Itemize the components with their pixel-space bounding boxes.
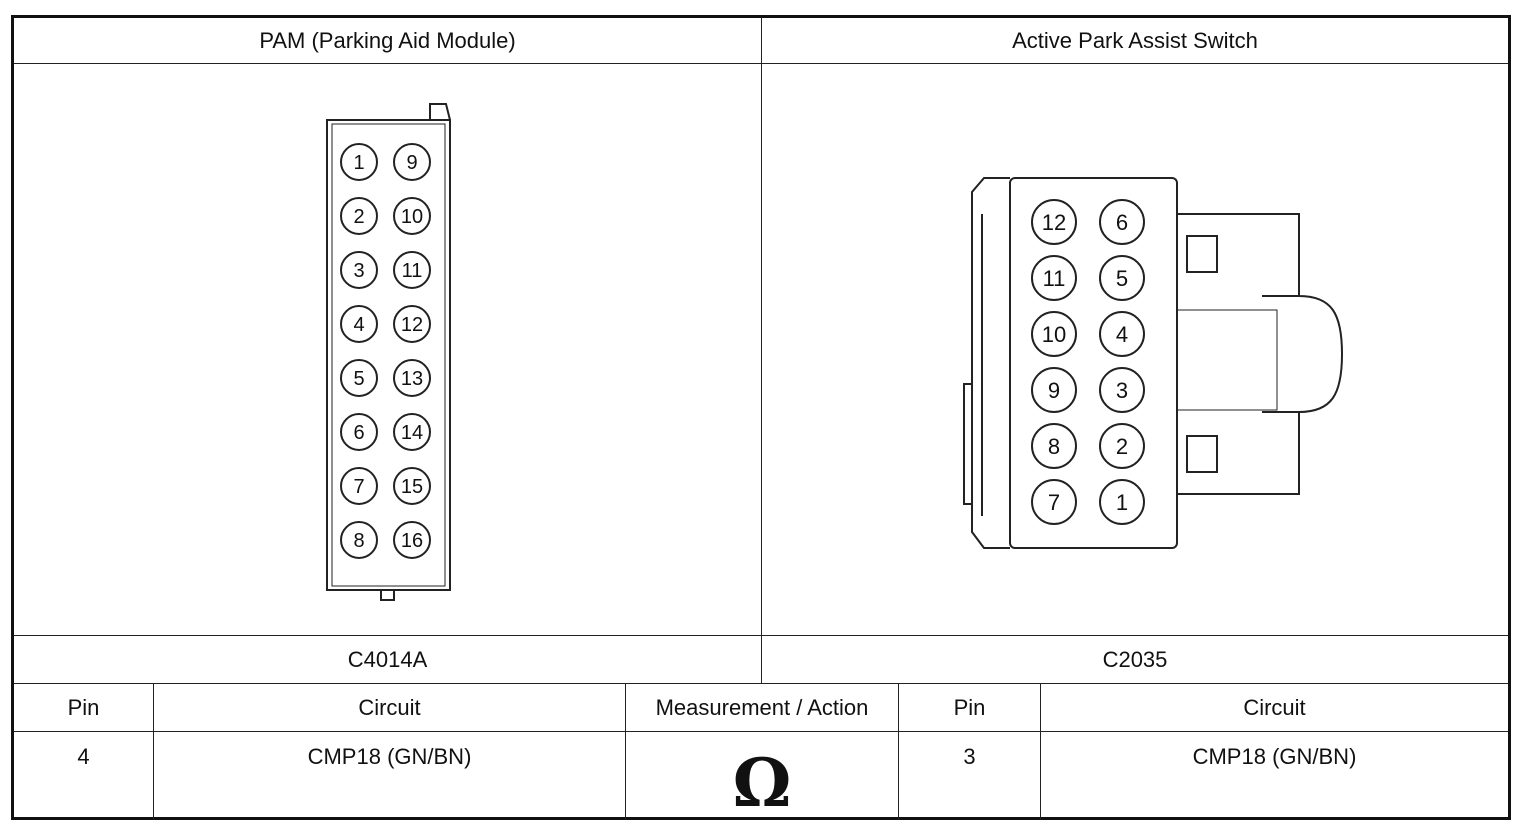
pam-connector-id: C4014A	[347, 646, 428, 672]
header-measurement: Measurement / Action	[655, 694, 869, 720]
pin-number: 8	[353, 530, 365, 553]
switch-lock-window	[1187, 236, 1217, 272]
ohm-symbol-icon: Ω	[732, 744, 792, 822]
pin-number: 11	[401, 260, 423, 283]
pin-number: 6	[353, 422, 365, 445]
pin-number: 3	[1115, 377, 1129, 403]
pin-number: 11	[1042, 265, 1066, 291]
pin-number: 2	[353, 206, 365, 229]
pin-number: 9	[406, 152, 418, 175]
switch-lock-window	[1187, 436, 1217, 472]
row-pin-b: 3	[963, 744, 976, 769]
pam-latch	[430, 104, 450, 120]
pin-number: 5	[1115, 265, 1129, 291]
header-circuit-a: Circuit	[358, 694, 421, 720]
pin-number: 3	[353, 260, 365, 283]
header-pin-b: Pin	[953, 694, 986, 720]
pam-key-notch	[381, 590, 394, 600]
pin-number: 15	[400, 476, 424, 499]
pin-number: 7	[353, 476, 365, 499]
pin-number: 8	[1047, 433, 1061, 459]
pin-number: 10	[1041, 321, 1067, 347]
pin-number: 1	[353, 152, 365, 175]
pin-number: 14	[400, 422, 424, 445]
pin-number: 12	[400, 314, 424, 337]
switch-connector-diagram	[762, 64, 1508, 635]
pin-number: 6	[1115, 209, 1129, 235]
row-circuit-b: CMP18 (GN/BN)	[1192, 744, 1357, 769]
row-pin-a: 4	[77, 744, 90, 769]
pin-number: 7	[1047, 489, 1061, 515]
row-circuit-a: CMP18 (GN/BN)	[307, 744, 472, 769]
header-circuit-b: Circuit	[1243, 694, 1306, 720]
header-pin-a: Pin	[67, 694, 100, 720]
pam-connector-body	[327, 120, 450, 590]
pam-connector-diagram	[14, 64, 761, 635]
pin-number: 4	[1115, 321, 1129, 347]
switch-title: Active Park Assist Switch	[1012, 27, 1258, 53]
pin-number: 13	[400, 368, 424, 391]
switch-connector-id: C2035	[1102, 646, 1168, 672]
connector-test-table	[11, 15, 1511, 820]
pin-number: 4	[353, 314, 365, 337]
pin-number: 9	[1047, 377, 1061, 403]
pin-number: 2	[1115, 433, 1129, 459]
pin-number: 12	[1041, 209, 1067, 235]
pin-number: 16	[400, 530, 424, 553]
row-measurement	[626, 732, 898, 820]
pin-number: 5	[353, 368, 365, 391]
switch-housing-back	[972, 178, 1010, 548]
pam-title: PAM (Parking Aid Module)	[259, 27, 516, 53]
pin-number: 1	[1115, 489, 1129, 515]
pin-number: 10	[400, 206, 424, 229]
switch-latch	[1177, 214, 1342, 494]
